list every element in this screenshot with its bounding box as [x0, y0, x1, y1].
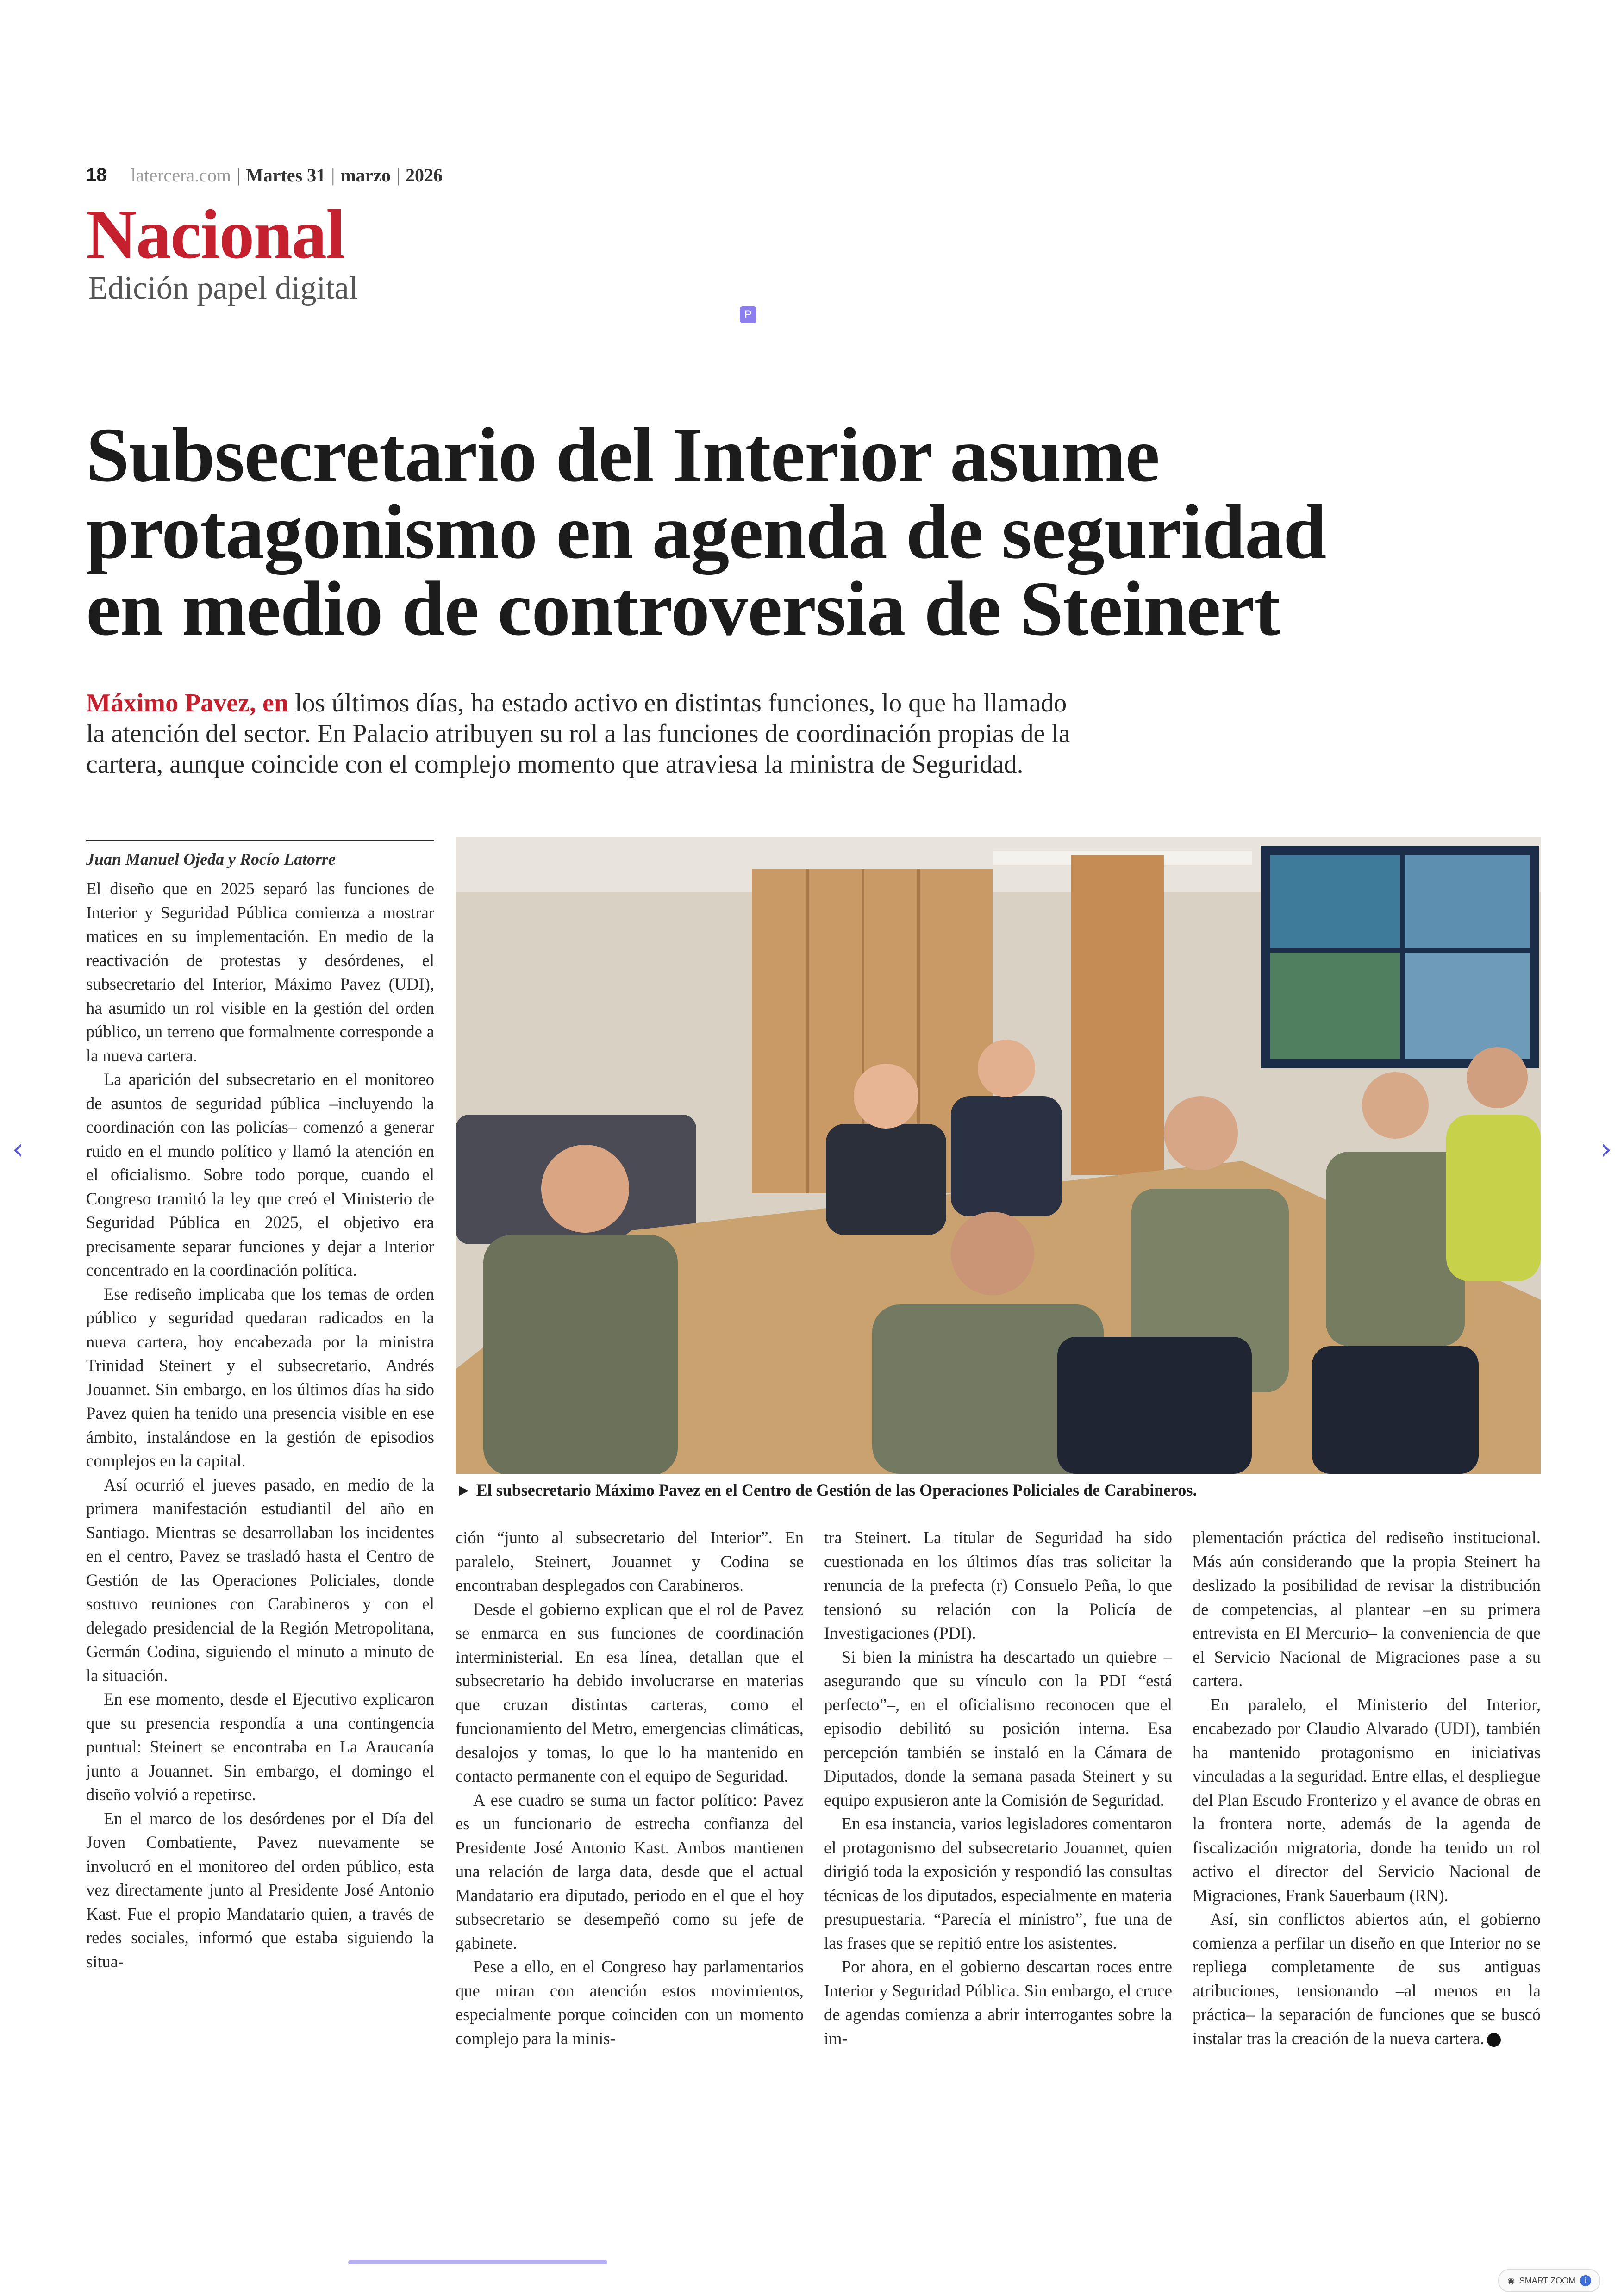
article-headline	[86, 412, 1475, 652]
paragraph: ción “junto al subsecretario del Interior”. En paralelo, Steinert, Jouannet y Codina se encontraban desplegados con Carabineros.	[456, 1528, 804, 1595]
separator: |	[237, 164, 241, 186]
paragraph	[1193, 1907, 1541, 2050]
issue-day: Martes 31	[246, 164, 326, 186]
paragraph: El diseño que en 2025 separó las funciones de Interior y Seguridad Pública comienza a mostrar matices en su implementación. En medio de la reactivación de protestas y desórdenes, el subsecretario del Interior, Máximo Pavez (UDI), ha asumido un rol visible en la gestión del orden público, un terreno que formalmente corresponde a la nueva cartera.	[86, 879, 434, 1065]
paragraph: Desde el gobierno explican que el rol de Pavez se enmarca en sus funciones de coordinación interministerial. En esa línea, detallan que el subsecretario ha debido involucrarse en materias que cruzan distintas carteras, como el funcionamiento del Metro, emergencias climáticas, desalojos y tomas, lo que lo ha mantenido en contacto permanente con el equipo de Seguridad.	[456, 1599, 804, 1785]
paragraph: Por ahora, en el gobierno descartan roces entre Interior y Seguridad Pública. Sin embargo, el cruce de agendas comienza a abrir interrogantes sobre la im-	[824, 1957, 1172, 2048]
next-page-icon[interactable]: ›	[1600, 1132, 1612, 1166]
lead-text: la atención del sector. En Palacio atribuyen su rol a las funciones de coordinación propias de la	[86, 719, 1070, 748]
lead-kicker: Máximo Pavez, en	[86, 689, 288, 717]
smart-zoom-label: SMART ZOOM	[1519, 2276, 1576, 2285]
headline-line: protagonismo en agenda de seguridad	[86, 489, 1326, 575]
lead-text: cartera, aunque coincide con el complejo momento que atraviesa la ministra de Seguridad.	[86, 750, 1024, 779]
article-column-1	[86, 877, 434, 1973]
separator: |	[396, 164, 400, 186]
meeting-room-illustration	[456, 837, 1541, 1474]
article-column-2	[456, 1526, 804, 2050]
section-title: Nacional	[86, 195, 345, 273]
paragraph: Pese a ello, en el Congreso hay parlamentarios que miran con atención estos movimientos, especialmente porque coinciden con un momento complejo para la minis-	[456, 1957, 804, 2048]
paragraph: A ese cuadro se suma un factor político: Pavez es un funcionario de estrecha confianza del Presidente José Antonio Kast. Ambos mantienen una relación de larga data, desde que el actual Mandatario era diputado, periodo en el que el hoy subsecretario se desempeñó como su jefe de gabinete.	[456, 1790, 804, 1952]
page-number: 18	[86, 164, 107, 185]
byline: Juan Manuel Ojeda y Rocío Latorre	[86, 840, 434, 869]
page-header	[86, 161, 443, 189]
site-name: latercera.com	[131, 164, 231, 186]
paragraph: En esa instancia, varios legisladores comentaron el protagonismo del subsecretario Jouannet, quien dirigió toda la exposición y respondió las consultas técnicas de los diputados, especialmente en materia presupuestaria. “Parecía el ministro”, fue una de las frases que se repitió entre los asistentes.	[824, 1814, 1172, 1952]
smart-zoom-button[interactable]	[1498, 2269, 1600, 2292]
paragraph: Si bien la ministra ha descartado un quiebre –asegurando que su vínculo con la PDI “está perfecto”–, en el oficialismo reconocen que el episodio debilitó su posición interna. Esa percepción también se instaló en la Cámara de Diputados, donde la semana pasada Steinert y su equipo expusieron ante la Comisión de Seguridad.	[824, 1647, 1172, 1809]
article-lead	[86, 688, 1197, 780]
edit-badge-icon[interactable]: P	[740, 306, 756, 323]
headline-line: en medio de controversia de Steinert	[86, 566, 1280, 652]
article-column-4	[1193, 1526, 1541, 2050]
lead-line	[86, 749, 1197, 780]
paragraph: En paralelo, el Ministerio del Interior, encabezado por Claudio Alvarado (UDI), también ha mantenido protagonismo en iniciativas vinculadas a la seguridad. Entre ellas, el despliegue del Plan Escudo Fronterizo y el avance de obras en la frontera norte, además de la agenda de fiscalización migratoria, donde ha tenido un rol activo el director del Servicio Nacional de Migraciones, Frank Sauerbaum (RN).	[1193, 1695, 1541, 1905]
paragraph: En ese momento, desde el Ejecutivo explicaron que su presencia respondía a una contingencia puntual: Steinert se encontraba en La Araucanía junto a Jouannet. Sin embargo, el domingo el diseño volvió a repetirse.	[86, 1690, 434, 1804]
paragraph: tra Steinert. La titular de Seguridad ha sido cuestionada en los últimos días tras solicitar la renuncia de la prefecta (r) Consuelo Peña, lo que tensionó su relación con la Policía de Investigaciones (PDI).	[824, 1528, 1172, 1642]
paragraph: Ese rediseño implicaba que los temas de orden público y seguridad quedaran radicados en la nueva cartera, hoy encabezada por la ministra Trinidad Steinert y el subsecretario, Andrés Jouannet. Sin embargo, en los últimos días ha sido Pavez quien ha tenido una presencia visible en ese ámbito, instalándose en la gestión de episodios complejos en la capital.	[86, 1284, 434, 1470]
issue-month: marzo	[340, 164, 391, 186]
eye-icon: ◉	[1507, 2276, 1515, 2285]
paragraph: La aparición del subsecretario en el monitoreo de asuntos de seguridad pública –incluyendo la coordinación con las policías– comenzó a generar ruido en el mundo político y llamó la atención en el oficialismo. Sobre todo porque, cuando el Congreso tramitó la ley que creó el Ministerio de Seguridad Pública en 2025, el objetivo era precisamente separar funciones y dejar a Interior concentrado en la coordinación política.	[86, 1070, 434, 1279]
previous-page-icon[interactable]: ‹	[12, 1132, 24, 1166]
photo-caption: ► El subsecretario Máximo Pavez en el Centro de Gestión de las Operaciones Policiales de Carabineros.	[456, 1481, 1197, 1499]
headline-line: Subsecretario del Interior asume	[86, 412, 1160, 498]
paragraph: Así ocurrió el jueves pasado, en medio de la primera manifestación estudiantil del año en Santiago. Mientras se desarrollaban los incidentes en el centro, Pavez se trasladó hasta el Centro de Gestión de las Operaciones Policiales, donde sostuvo reuniones con Carabineros y con el delegado presidencial de la Región Metropolitana, Germán Codina, siguiendo el minuto a minuto de la situación.	[86, 1475, 434, 1685]
paragraph-text: Así, sin conflictos abiertos aún, el gobierno comienza a perfilar un diseño en que Interior no se repliega completamente de sus antiguas atribuciones, tensionando –al menos en la práctica– la separación de funciones que se buscó instalar tras la creación de la nueva cartera.	[1193, 1909, 1541, 2048]
separator: |	[331, 164, 335, 186]
paragraph: En el marco de los desórdenes por el Día del Joven Combatiente, Pavez nuevamente se involucró en el monitoreo del orden público, esta vez directamente junto al Presidente José Antonio Kast. Fue el propio Mandatario quien, a través de redes sociales, informó que estaba siguiendo la situa-	[86, 1809, 434, 1971]
lead-text: los últimos días, ha estado activo en distintas funciones, lo que ha llamado	[288, 689, 1067, 717]
horizontal-scrollbar[interactable]	[348, 2260, 607, 2264]
lead-line	[86, 688, 1197, 718]
article-column-3	[824, 1526, 1172, 2050]
edition-label: Edición papel digital	[88, 270, 358, 306]
article-photo[interactable]	[456, 837, 1541, 1474]
info-icon[interactable]: i	[1580, 2275, 1591, 2286]
paragraph: plementación práctica del rediseño institucional. Más aún considerando que la propia Steinert ha deslizado la posibilidad de revisar la distribución de competencias, al plantear –en su primera entrevista en El Mercurio– la conveniencia de que el Servicio Nacional de Migraciones pase a su cartera.	[1193, 1528, 1541, 1690]
end-mark-icon	[1487, 2033, 1501, 2047]
lead-line	[86, 718, 1197, 749]
issue-year: 2026	[406, 164, 443, 186]
